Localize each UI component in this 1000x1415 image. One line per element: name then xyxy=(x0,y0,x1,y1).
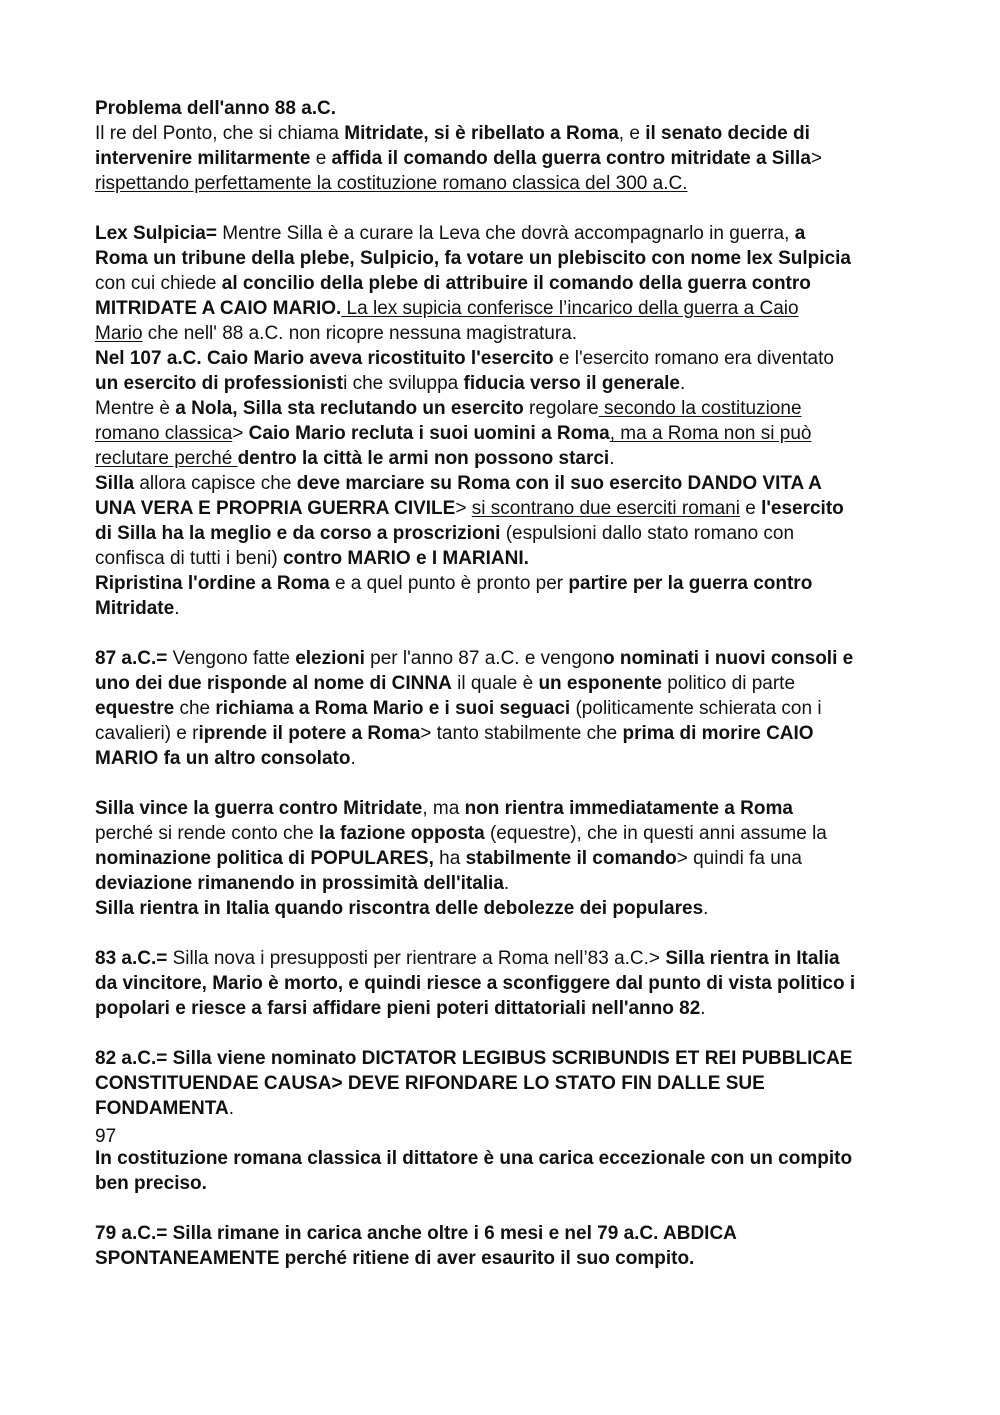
text-line xyxy=(95,321,910,346)
bold-text: Silla xyxy=(95,473,135,494)
paragraph-gap xyxy=(95,1196,910,1221)
page-number: 97 xyxy=(95,1126,117,1147)
text-line xyxy=(95,646,910,671)
bold-text: contro MARIO e I MARIANI. xyxy=(282,548,529,569)
text-line xyxy=(95,1246,910,1271)
text-run: > xyxy=(232,423,249,444)
text-line xyxy=(95,671,910,696)
text-run: . xyxy=(503,873,510,894)
paragraph-p2 xyxy=(95,221,910,621)
bold-text: prima di morire CAIO xyxy=(622,723,814,744)
bold-text: nominazione politica di POPULARES, xyxy=(95,848,434,869)
text-run: e xyxy=(739,498,762,519)
text-line xyxy=(95,496,910,521)
bold-text: da vincitore, Mario è morto, e quindi riesce a sconfiggere dal punto di vista politico i xyxy=(95,973,856,994)
text-run: (politicamente schierata con i xyxy=(570,698,822,719)
text-line xyxy=(95,1146,910,1171)
text-line xyxy=(95,971,910,996)
bold-text: richiama a Roma Mario e i suoi seguaci xyxy=(215,698,571,719)
text-line xyxy=(95,96,910,121)
text-run: allora capisce che xyxy=(134,473,297,494)
bold-text: il senato decide di xyxy=(645,123,810,144)
bold-text: Caio Mario recluta i suoi uomini a Roma xyxy=(248,423,610,444)
bold-text: Roma un tribune della plebe, Sulpicio, fa votare un plebiscito con nome lex Sulpicia xyxy=(95,248,851,269)
text-line xyxy=(95,896,910,921)
text-run: che nell' 88 a.C. non ricopre nessuna magistratura. xyxy=(142,323,578,344)
text-line xyxy=(95,796,910,821)
text-run: Mentre è xyxy=(95,398,176,419)
text-line xyxy=(95,171,910,196)
underlined-text: La lex supicia conferisce l’incarico della guerra a Caio xyxy=(341,298,799,319)
bold-text: partire per la guerra contro xyxy=(568,573,813,594)
bold-text: Mitridate, si è ribellato a Roma xyxy=(344,123,619,144)
text-run: confisca di tutti i beni) xyxy=(95,548,283,569)
text-line xyxy=(95,471,910,496)
bold-text: la fazione opposta xyxy=(318,823,485,844)
text-line xyxy=(95,871,910,896)
bold-text: ben preciso. xyxy=(95,1173,207,1194)
bold-text: 83 a.C.= xyxy=(95,948,168,969)
bold-text: un esercito di professionist xyxy=(95,373,344,394)
bold-text: o nominati i nuovi consoli e xyxy=(603,648,854,669)
text-run: . xyxy=(703,898,709,919)
text-run: > xyxy=(455,498,472,519)
bold-text: non rientra immediatamente a Roma xyxy=(464,798,793,819)
text-run: . xyxy=(700,998,706,1019)
bold-text: elezioni xyxy=(295,648,365,669)
bold-text: a xyxy=(794,223,806,244)
text-run: > xyxy=(810,148,822,169)
bold-text: intervenire militarmente xyxy=(95,148,311,169)
bold-text: Mitridate xyxy=(95,598,175,619)
text-line xyxy=(95,821,910,846)
text-line xyxy=(95,271,910,296)
paragraph-gap xyxy=(95,1121,910,1146)
paragraph-gap xyxy=(95,771,910,796)
text-run: e l'esercito romano era diventato xyxy=(553,348,834,369)
bold-text: Silla rientra in Italia quando riscontra delle debolezze dei populares xyxy=(95,898,704,919)
bold-text: 82 a.C.= Silla viene nominato xyxy=(95,1048,362,1069)
document-body xyxy=(95,96,910,1271)
bold-text: di Silla ha la meglio e da corso a proscrizioni xyxy=(95,523,501,544)
text-line xyxy=(95,421,910,446)
bold-text: stabilmente il comando xyxy=(465,848,677,869)
text-run: . xyxy=(680,373,686,394)
text-run: i che sviluppa xyxy=(343,373,464,394)
paragraph-p6 xyxy=(95,1046,910,1121)
bold-text: dentro la città le armi non possono starci xyxy=(237,448,610,469)
underlined-text: , ma a Roma non si può xyxy=(609,423,812,444)
text-run: e a quel punto è pronto per xyxy=(329,573,569,594)
bold-text: MITRIDATE A CAIO MARIO. xyxy=(95,298,342,319)
text-run: perché si rende conto che xyxy=(95,823,319,844)
underlined-text: si scontrano due eserciti romani xyxy=(471,498,740,519)
text-run: regolare xyxy=(523,398,599,419)
text-line xyxy=(95,371,910,396)
text-run: , ma xyxy=(422,798,465,819)
paragraph-p4 xyxy=(95,796,910,921)
text-line xyxy=(95,596,910,621)
paragraph-p3 xyxy=(95,646,910,771)
text-line xyxy=(95,1096,910,1121)
text-run: > tanto stabilmente che xyxy=(420,723,623,744)
paragraph-p8 xyxy=(95,1221,910,1271)
bold-text: Ripristina l'ordine a Roma xyxy=(95,573,330,594)
text-run: Mentre Silla è a curare la Leva che dovrà accompagnarlo in guerra, xyxy=(216,223,795,244)
text-run: (equestre), che in questi anni assume la xyxy=(484,823,827,844)
underlined-text: secondo la costituzione xyxy=(598,398,802,419)
bold-text: Silla vince la guerra contro Mitridate xyxy=(95,798,423,819)
bold-text: al concilio della plebe di attribuire il comando della guerra contro xyxy=(221,273,811,294)
text-line xyxy=(95,846,910,871)
text-line xyxy=(95,446,910,471)
bold-text: equestre xyxy=(95,698,175,719)
paragraph-gap xyxy=(95,921,910,946)
underlined-text: rispettando perfettamente la costituzione romano classica del 300 a.C. xyxy=(95,173,688,194)
text-line xyxy=(95,221,910,246)
text-run: , e xyxy=(618,123,646,144)
text-line xyxy=(95,346,910,371)
bold-text: Problema dell'anno 88 a.C. xyxy=(95,98,337,119)
bold-text: affida il comando della guerra contro mitridate a Silla xyxy=(331,148,811,169)
text-line xyxy=(95,546,910,571)
bold-text: un esponente xyxy=(538,673,662,694)
text-line xyxy=(95,696,910,721)
text-line xyxy=(95,296,910,321)
underlined-text: reclutare perché xyxy=(95,448,238,469)
bold-text: 79 a.C.= Silla rimane in carica anche oltre i 6 mesi e nel 79 a.C. ABDICA xyxy=(95,1223,737,1244)
text-line xyxy=(95,946,910,971)
bold-text: Nel 107 a.C. Caio Mario aveva ricostituito l'esercito xyxy=(95,348,554,369)
text-run: ha xyxy=(433,848,466,869)
text-line xyxy=(95,121,910,146)
bold-text: iprende il potere a Roma xyxy=(198,723,421,744)
text-line xyxy=(95,571,910,596)
text-line xyxy=(95,1071,910,1096)
text-run: che xyxy=(174,698,216,719)
text-line xyxy=(95,1221,910,1246)
text-run: . xyxy=(609,448,615,469)
text-line xyxy=(95,721,910,746)
bold-text: l'esercito xyxy=(761,498,844,519)
bold-text: FONDAMENTA xyxy=(95,1098,229,1119)
text-run: . xyxy=(174,598,180,619)
text-run: per l'anno 87 a.C. e vengon xyxy=(364,648,604,669)
text-run: Il re del Ponto, che si chiama xyxy=(95,123,345,144)
bold-text: SPONTANEAMENTE perché ritiene di aver esaurito il suo compito. xyxy=(95,1248,695,1269)
text-run: . xyxy=(228,1098,234,1119)
text-run: (espulsioni dallo stato romano con xyxy=(500,523,795,544)
text-line xyxy=(95,1046,910,1071)
bold-text: DICTATOR LEGIBUS SCRIBUNDIS ET REI PUBBLICAE xyxy=(361,1048,853,1069)
text-line xyxy=(95,521,910,546)
text-run: > quindi fa una xyxy=(676,848,802,869)
text-line xyxy=(95,246,910,271)
text-run: e xyxy=(310,148,332,169)
underlined-text: Mario xyxy=(95,323,143,344)
bold-text: 87 a.C.= xyxy=(95,648,168,669)
text-run: politico di parte xyxy=(661,673,796,694)
text-run: cavalieri) e r xyxy=(95,723,199,744)
bold-text: CONSTITUENDAE CAUSA> DEVE RIFONDARE LO STATO FIN DALLE SUE xyxy=(95,1073,765,1094)
text-run: il quale è xyxy=(451,673,539,694)
paragraph-p1 xyxy=(95,96,910,196)
paragraph-p5 xyxy=(95,946,910,1021)
text-line xyxy=(95,1171,910,1196)
bold-text: fiducia verso il generale xyxy=(463,373,680,394)
bold-text: UNA VERA E PROPRIA GUERRA CIVILE xyxy=(95,498,456,519)
bold-text: MARIO fa un altro consolato xyxy=(95,748,351,769)
bold-text: deviazione rimanendo in prossimità dell'italia xyxy=(95,873,504,894)
bold-text: Lex Sulpicia= xyxy=(95,223,217,244)
text-line xyxy=(95,996,910,1021)
text-run: . xyxy=(350,748,356,769)
paragraph-p7 xyxy=(95,1146,910,1196)
bold-text: uno dei due risponde al nome di CINNA xyxy=(95,673,452,694)
bold-text: deve marciare su Roma con il suo esercito DANDO VITA A xyxy=(296,473,822,494)
paragraph-gap xyxy=(95,196,910,221)
underlined-text: romano classica xyxy=(95,423,233,444)
paragraph-gap xyxy=(95,621,910,646)
bold-text: In costituzione romana classica il dittatore è una carica eccezionale con un compito xyxy=(95,1148,853,1169)
text-line xyxy=(95,396,910,421)
text-run: con cui chiede xyxy=(95,273,222,294)
bold-text: popolari e riesce a farsi affidare pieni poteri dittatoriali nell'anno 82 xyxy=(95,998,701,1019)
text-line xyxy=(95,146,910,171)
text-run: Silla nova i presupposti per rientrare a Roma nell’83 a.C.> xyxy=(167,948,666,969)
paragraph-gap xyxy=(95,1021,910,1046)
bold-text: a Nola, Silla sta reclutando un esercito xyxy=(175,398,524,419)
text-run: Vengono fatte xyxy=(167,648,296,669)
bold-text: Silla rientra in Italia xyxy=(665,948,840,969)
text-line xyxy=(95,746,910,771)
